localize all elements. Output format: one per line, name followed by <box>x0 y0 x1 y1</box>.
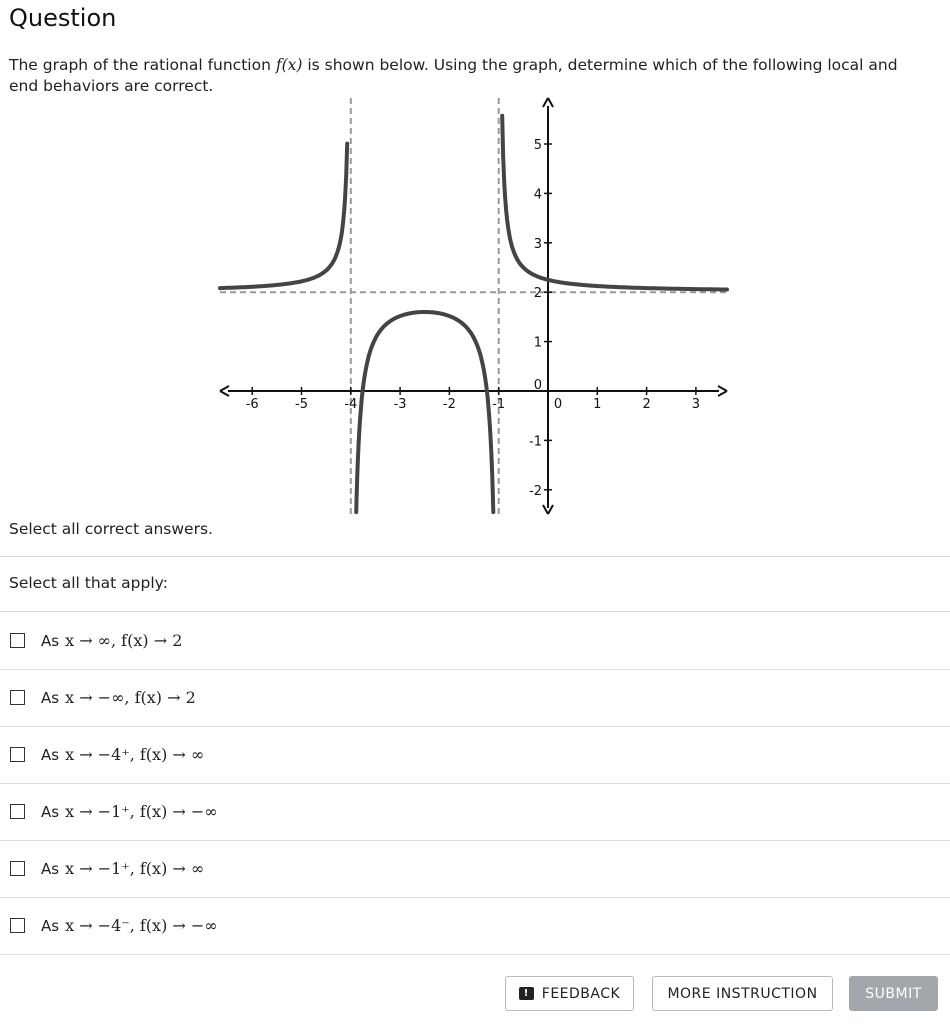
checkbox[interactable] <box>10 918 25 933</box>
checkbox[interactable] <box>10 804 25 819</box>
x-axis-left-arrow <box>220 386 229 396</box>
x-tick-label: -3 <box>393 397 407 412</box>
x-tick-label: 1 <box>593 397 602 412</box>
option-expression: x → −4⁺, f(x) → ∞ <box>65 744 205 764</box>
x-tick-label: -4 <box>344 397 358 412</box>
x-tick-label: -6 <box>245 397 259 412</box>
x-tick-label: 3 <box>691 397 701 412</box>
submit-label: SUBMIT <box>865 985 922 1002</box>
answer-option-4[interactable] <box>0 783 950 839</box>
option-expression: x → −4⁻, f(x) → −∞ <box>65 915 218 935</box>
option-prefix: As <box>41 688 60 707</box>
x-tick-label: -1 <box>492 397 506 412</box>
divider <box>0 556 950 557</box>
option-label <box>41 631 182 650</box>
checkbox[interactable] <box>10 690 25 705</box>
option-label <box>41 688 196 707</box>
answer-option-5[interactable] <box>0 840 950 896</box>
x-tick-label: 2 <box>642 397 651 412</box>
x-axis-right-arrow <box>718 386 727 396</box>
y-tick-label: -1 <box>529 434 542 450</box>
curve-left-branch <box>220 144 347 289</box>
y-axis-top-arrow <box>543 98 553 107</box>
option-expression: x → −1⁺, f(x) → ∞ <box>65 858 205 878</box>
answer-option-2[interactable] <box>0 669 950 725</box>
checkbox[interactable] <box>10 633 25 648</box>
x-tick-label: -5 <box>295 397 308 412</box>
option-prefix: As <box>41 859 60 878</box>
select-all-correct-text: Select all correct answers. <box>9 520 213 538</box>
page-title: Question <box>9 4 117 32</box>
option-prefix: As <box>41 802 60 821</box>
y-tick-label: 1 <box>533 335 542 351</box>
y-tick-label: 0 <box>533 378 542 393</box>
feedback-button[interactable] <box>505 976 634 1011</box>
option-expression: x → −∞, f(x) → 2 <box>65 687 196 707</box>
feedback-label: FEEDBACK <box>541 985 621 1002</box>
more-instruction-label: MORE INSTRUCTION <box>667 985 818 1002</box>
y-tick-label: 5 <box>533 138 542 153</box>
answer-option-1[interactable] <box>0 612 950 668</box>
option-label <box>41 802 218 821</box>
option-label <box>41 859 204 878</box>
answer-option-3[interactable] <box>0 726 950 782</box>
y-tick-label: 2 <box>533 286 542 302</box>
feedback-icon: ! <box>519 987 534 1000</box>
x-tick-label: 0 <box>553 397 563 412</box>
option-expression: x → ∞, f(x) → 2 <box>65 630 183 650</box>
option-prefix: As <box>41 745 60 764</box>
prompt-before: The graph of the rational function <box>9 56 276 74</box>
answer-option-6[interactable] <box>0 897 950 953</box>
select-all-apply-text: Select all that apply: <box>9 574 168 592</box>
curve-middle-branch <box>356 312 493 512</box>
prompt-after: is shown below. Using the graph, determine which of the following local and end behaviors are correct. <box>9 56 898 95</box>
option-label <box>41 745 204 764</box>
y-tick-label: 4 <box>533 187 542 203</box>
option-prefix: As <box>41 631 60 650</box>
y-tick-label: 3 <box>533 236 542 252</box>
submit-button[interactable] <box>849 976 938 1011</box>
function-notation: f(x) <box>275 56 303 74</box>
checkbox[interactable] <box>10 747 25 762</box>
option-label <box>41 916 218 935</box>
x-tick-label: -2 <box>442 397 456 412</box>
y-tick-label: -2 <box>529 483 542 499</box>
option-prefix: As <box>41 916 60 935</box>
divider <box>0 954 950 955</box>
checkbox[interactable] <box>10 861 25 876</box>
option-expression: x → −1⁺, f(x) → −∞ <box>65 801 218 821</box>
more-instruction-button[interactable] <box>652 976 833 1011</box>
